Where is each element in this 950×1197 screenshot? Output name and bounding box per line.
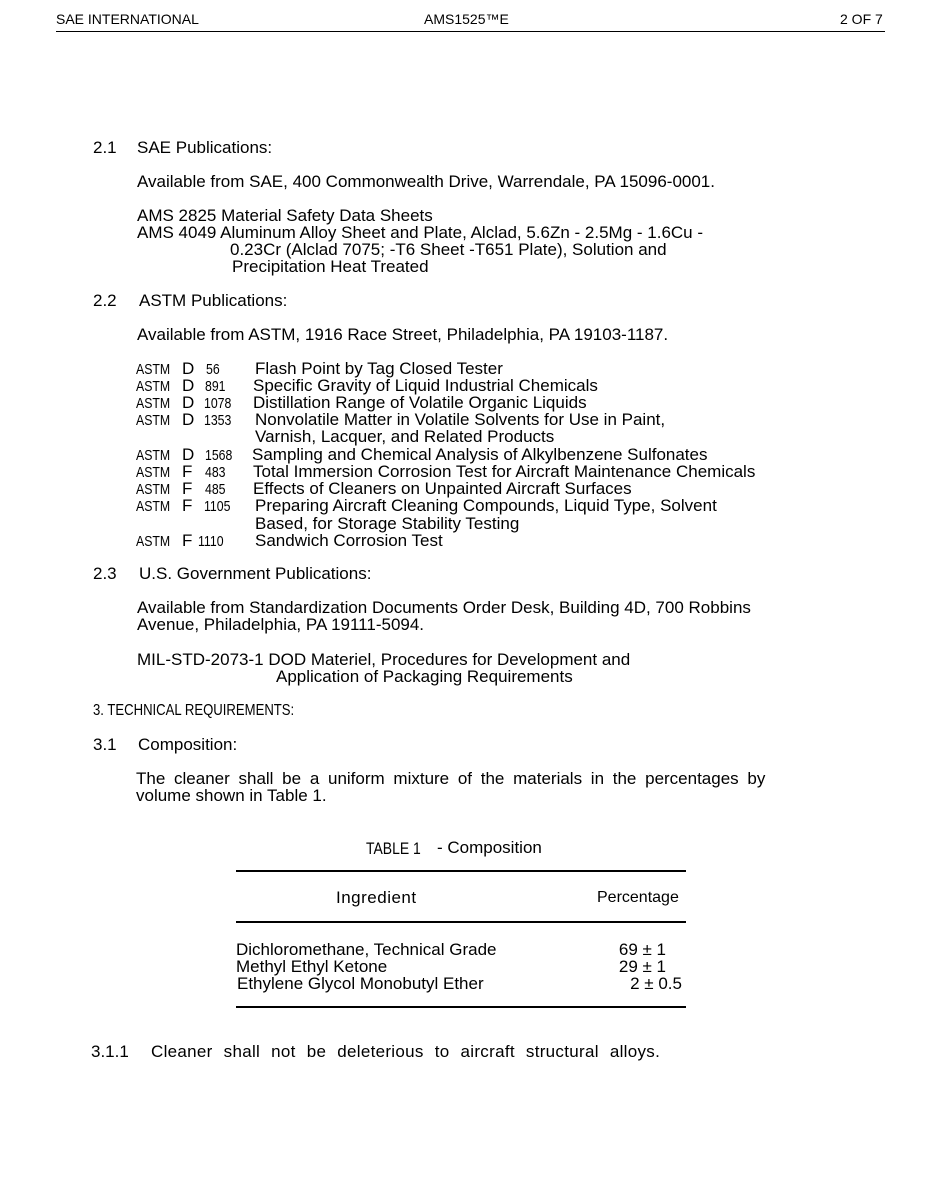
section-2-3-heading: U.S. Government Publications: (139, 564, 372, 583)
column-header-percentage: Percentage (597, 889, 679, 906)
percentage-cell: 2 ± 0.5 (630, 974, 682, 993)
astm-ref-letter: F (182, 531, 193, 550)
astm-ref-title: Sampling and Chemical Analysis of Alkylbenzene Sulfonates (252, 445, 708, 464)
sae-ref-ams2825: AMS 2825 Material Safety Data Sheets (137, 206, 433, 225)
astm-ref-number: 1078 (204, 395, 232, 412)
table-title-caption: - Composition (437, 838, 542, 857)
astm-ref-title: Distillation Range of Volatile Organic Liquids (253, 393, 587, 412)
astm-ref-prefix: ASTM (136, 447, 171, 464)
astm-ref-title: Flash Point by Tag Closed Tester (255, 359, 503, 378)
gov-ref-mil-std-line2: Application of Packaging Requirements (276, 667, 573, 686)
astm-ref-letter: F (182, 479, 193, 498)
astm-ref-title-continued: Based, for Storage Stability Testing (255, 514, 520, 533)
astm-ref-title-continued: Varnish, Lacquer, and Related Products (255, 427, 555, 446)
astm-ref-letter: F (182, 496, 193, 515)
astm-ref-prefix: ASTM (136, 378, 171, 395)
table-title-label: TABLE 1 (366, 839, 421, 858)
header-page-number: 2 OF 7 (840, 11, 883, 27)
section-3-1-1-number: 3.1.1 (91, 1042, 129, 1061)
percentage-cell: 29 ± 1 (618, 957, 666, 976)
astm-ref-letter: D (182, 376, 195, 395)
header-org: SAE INTERNATIONAL (56, 11, 199, 27)
astm-ref-letter: F (182, 462, 193, 481)
ingredient-cell: Methyl Ethyl Ketone (236, 957, 388, 976)
astm-ref-letter: D (182, 410, 195, 429)
section-2-2-heading: ASTM Publications: (139, 291, 288, 310)
table-header-rule (236, 921, 686, 923)
gov-ref-mil-std-line1: MIL-STD-2073-1 DOD Materiel, Procedures for Development and (137, 650, 631, 669)
astm-ref-number: 1110 (198, 533, 224, 550)
section-3-1-1-text: Cleaner shall not be deleterious to aircraft structural alloys. (151, 1042, 661, 1061)
sae-ref-ams4049-line1: AMS 4049 Aluminum Alloy Sheet and Plate, Alclad, 5.6Zn - 2.5Mg - 1.6Cu - (137, 223, 704, 242)
astm-ref-title: Sandwich Corrosion Test (255, 531, 443, 550)
table-top-rule (236, 870, 686, 872)
astm-ref-title: Nonvolatile Matter in Volatile Solvents for Use in Paint, (255, 410, 666, 429)
astm-ref-letter: D (182, 393, 195, 412)
astm-ref-title: Specific Gravity of Liquid Industrial Chemicals (253, 376, 598, 395)
astm-ref-number: 1353 (204, 412, 232, 429)
astm-ref-prefix: ASTM (136, 533, 171, 550)
astm-ref-prefix: ASTM (136, 498, 171, 515)
header-doc-number: AMS1525™E (424, 11, 509, 27)
section-2-1-number: 2.1 (93, 138, 117, 157)
gov-availability-line1: Available from Standardization Documents Order Desk, Building 4D, 700 Robbins (137, 598, 751, 617)
gov-availability-line2: Avenue, Philadelphia, PA 19111-5094. (137, 615, 425, 634)
astm-ref-title: Preparing Aircraft Cleaning Compounds, Liquid Type, Solvent (255, 496, 717, 515)
astm-ref-letter: D (182, 359, 195, 378)
column-header-ingredient: Ingredient (336, 888, 417, 907)
astm-ref-number: 1568 (205, 447, 233, 464)
ingredient-cell: Ethylene Glycol Monobutyl Ether (237, 974, 484, 993)
astm-ref-prefix: ASTM (136, 412, 171, 429)
composition-body-line2: volume shown in Table 1. (136, 786, 327, 805)
section-2-1-heading: SAE Publications: (137, 138, 273, 157)
astm-ref-prefix: ASTM (136, 361, 171, 378)
table-bottom-rule (236, 1006, 686, 1008)
astm-availability: Available from ASTM, 1916 Race Street, Philadelphia, PA 19103-1187. (137, 325, 669, 344)
astm-ref-title: Total Immersion Corrosion Test for Aircraft Maintenance Chemicals (253, 462, 756, 481)
section-3-1-heading: Composition: (138, 735, 238, 754)
sae-ref-ams4049-line3: Precipitation Heat Treated (232, 257, 429, 276)
section-2-2-number: 2.2 (93, 291, 117, 310)
astm-ref-prefix: ASTM (136, 395, 171, 412)
header-rule (56, 31, 885, 32)
sae-ref-ams4049-line2: 0.23Cr (Alclad 7075; -T6 Sheet -T651 Plate), Solution and (230, 240, 667, 259)
percentage-cell: 69 ± 1 (618, 940, 666, 959)
astm-ref-number: 56 (206, 361, 220, 378)
section-3-heading: 3. TECHNICAL REQUIREMENTS: (93, 702, 295, 719)
section-2-3-number: 2.3 (93, 564, 117, 583)
astm-ref-number: 1105 (204, 498, 231, 515)
astm-ref-letter: D (182, 445, 195, 464)
astm-ref-number: 483 (205, 464, 226, 481)
composition-body-line1: The cleaner shall be a uniform mixture of the materials in the percentages by (136, 769, 766, 788)
sae-availability: Available from SAE, 400 Commonwealth Drive, Warrendale, PA 15096-0001. (137, 172, 715, 191)
astm-ref-prefix: ASTM (136, 464, 171, 481)
astm-ref-title: Effects of Cleaners on Unpainted Aircraft Surfaces (253, 479, 632, 498)
astm-ref-prefix: ASTM (136, 481, 171, 498)
astm-ref-number: 891 (205, 378, 226, 395)
ingredient-cell: Dichloromethane, Technical Grade (236, 940, 497, 959)
section-3-1-number: 3.1 (93, 735, 117, 754)
astm-ref-number: 485 (205, 481, 226, 498)
